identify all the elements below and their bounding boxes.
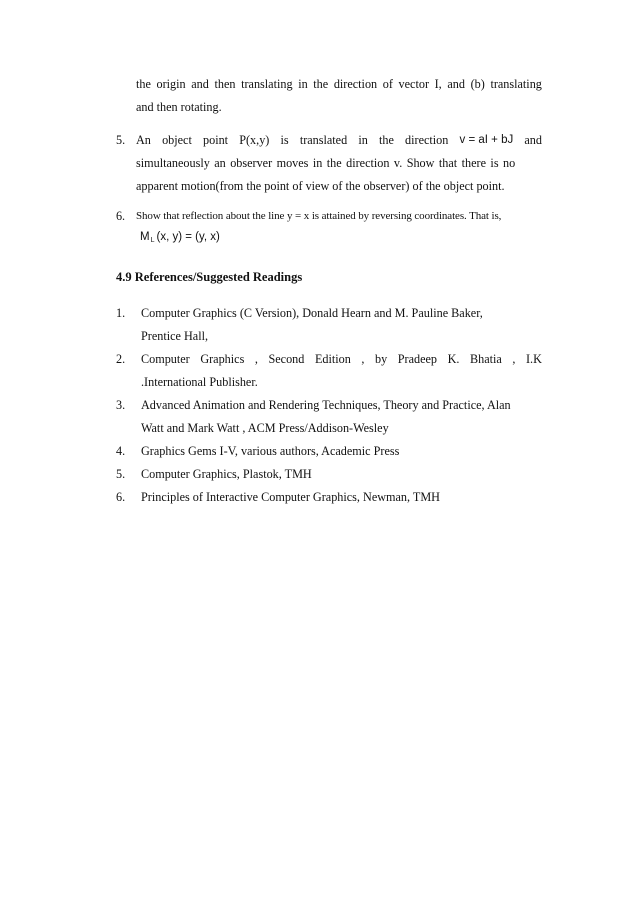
word: and xyxy=(524,133,542,147)
word: then xyxy=(214,77,236,91)
exercise-6-line-1: Show that reflection about the line y = x is attained by reversing coordinates. That is, xyxy=(136,210,502,222)
word: by xyxy=(375,352,388,366)
word: Bhatia xyxy=(470,352,502,366)
reference-6-line-1: Principles of Interactive Computer Graphics, Newman, TMH xyxy=(141,490,440,504)
word: in xyxy=(358,133,368,147)
word: direction xyxy=(333,77,378,91)
exercise-5-line-3: apparent motion(from the point of view of the observer) of the object point. xyxy=(136,179,505,193)
exercise-6-formula xyxy=(140,229,220,249)
word: point xyxy=(203,133,229,147)
reference-3-line-2: Watt and Mark Watt , ACM Press/Addison-Wesley xyxy=(141,421,389,435)
reference-4-number: 4. xyxy=(116,444,126,458)
reference-1-line-2: Prentice Hall, xyxy=(141,329,209,343)
reference-5-number: 5. xyxy=(116,467,126,481)
word: direction xyxy=(405,133,449,147)
word: origin xyxy=(156,77,186,91)
prev-exercise-line-1 xyxy=(136,76,542,92)
reference-2-line-1 xyxy=(141,351,542,367)
word: P(x,y) xyxy=(239,133,270,147)
exercise-5-line-1 xyxy=(136,132,542,148)
prev-exercise-line-2: and then rotating. xyxy=(136,100,222,114)
word: An xyxy=(136,133,151,147)
word: I, xyxy=(434,77,442,91)
exercise-5-line-2: simultaneously an observer moves in the direction v. Show that there is no xyxy=(136,156,516,170)
formula-m: M xyxy=(140,231,150,243)
word: , xyxy=(254,352,258,366)
word: I.K xyxy=(526,352,542,366)
formula-body: (x, y) = (y, x) xyxy=(156,231,220,243)
section-heading: 4.9 References/Suggested Readings xyxy=(116,270,303,284)
reference-3-line-1: Advanced Animation and Rendering Techniques, Theory and Practice, Alan xyxy=(141,398,511,412)
word: object xyxy=(162,133,192,147)
word: K. xyxy=(447,352,460,366)
word: in xyxy=(298,77,308,91)
reference-1-number: 1. xyxy=(116,306,126,320)
reference-2-line-2: .International Publisher. xyxy=(141,375,258,389)
exercise-5-number: 5. xyxy=(116,133,126,147)
reference-3-number: 3. xyxy=(116,398,126,412)
word: , xyxy=(361,352,365,366)
word: Graphics xyxy=(200,352,245,366)
word: translating xyxy=(490,77,542,91)
word: the xyxy=(313,77,329,91)
word: translated xyxy=(299,133,348,147)
word: (b) xyxy=(470,77,485,91)
formula-subscript: L xyxy=(150,237,155,244)
word: translating xyxy=(241,77,293,91)
word: Second xyxy=(268,352,305,366)
word: Pradeep xyxy=(397,352,438,366)
word: vector xyxy=(398,77,429,91)
word: the xyxy=(136,77,151,91)
word: and xyxy=(447,77,465,91)
word: of xyxy=(382,77,393,91)
reference-5-line-1: Computer Graphics, Plastok, TMH xyxy=(141,467,312,481)
word: Edition xyxy=(314,352,351,366)
word: is xyxy=(280,133,289,147)
reference-4-line-1: Graphics Gems I-V, various authors, Academic Press xyxy=(141,444,400,458)
word: the xyxy=(379,133,394,147)
reference-1-line-1: Computer Graphics (C Version), Donald Hearn and M. Pauline Baker, xyxy=(141,306,483,320)
word: Computer xyxy=(141,352,190,366)
direction-formula: v = aI + bJ xyxy=(459,134,514,146)
exercise-6-number: 6. xyxy=(116,209,125,223)
reference-6-number: 6. xyxy=(116,490,126,504)
word: , xyxy=(512,352,516,366)
word: and xyxy=(191,77,209,91)
reference-2-number: 2. xyxy=(116,352,126,366)
